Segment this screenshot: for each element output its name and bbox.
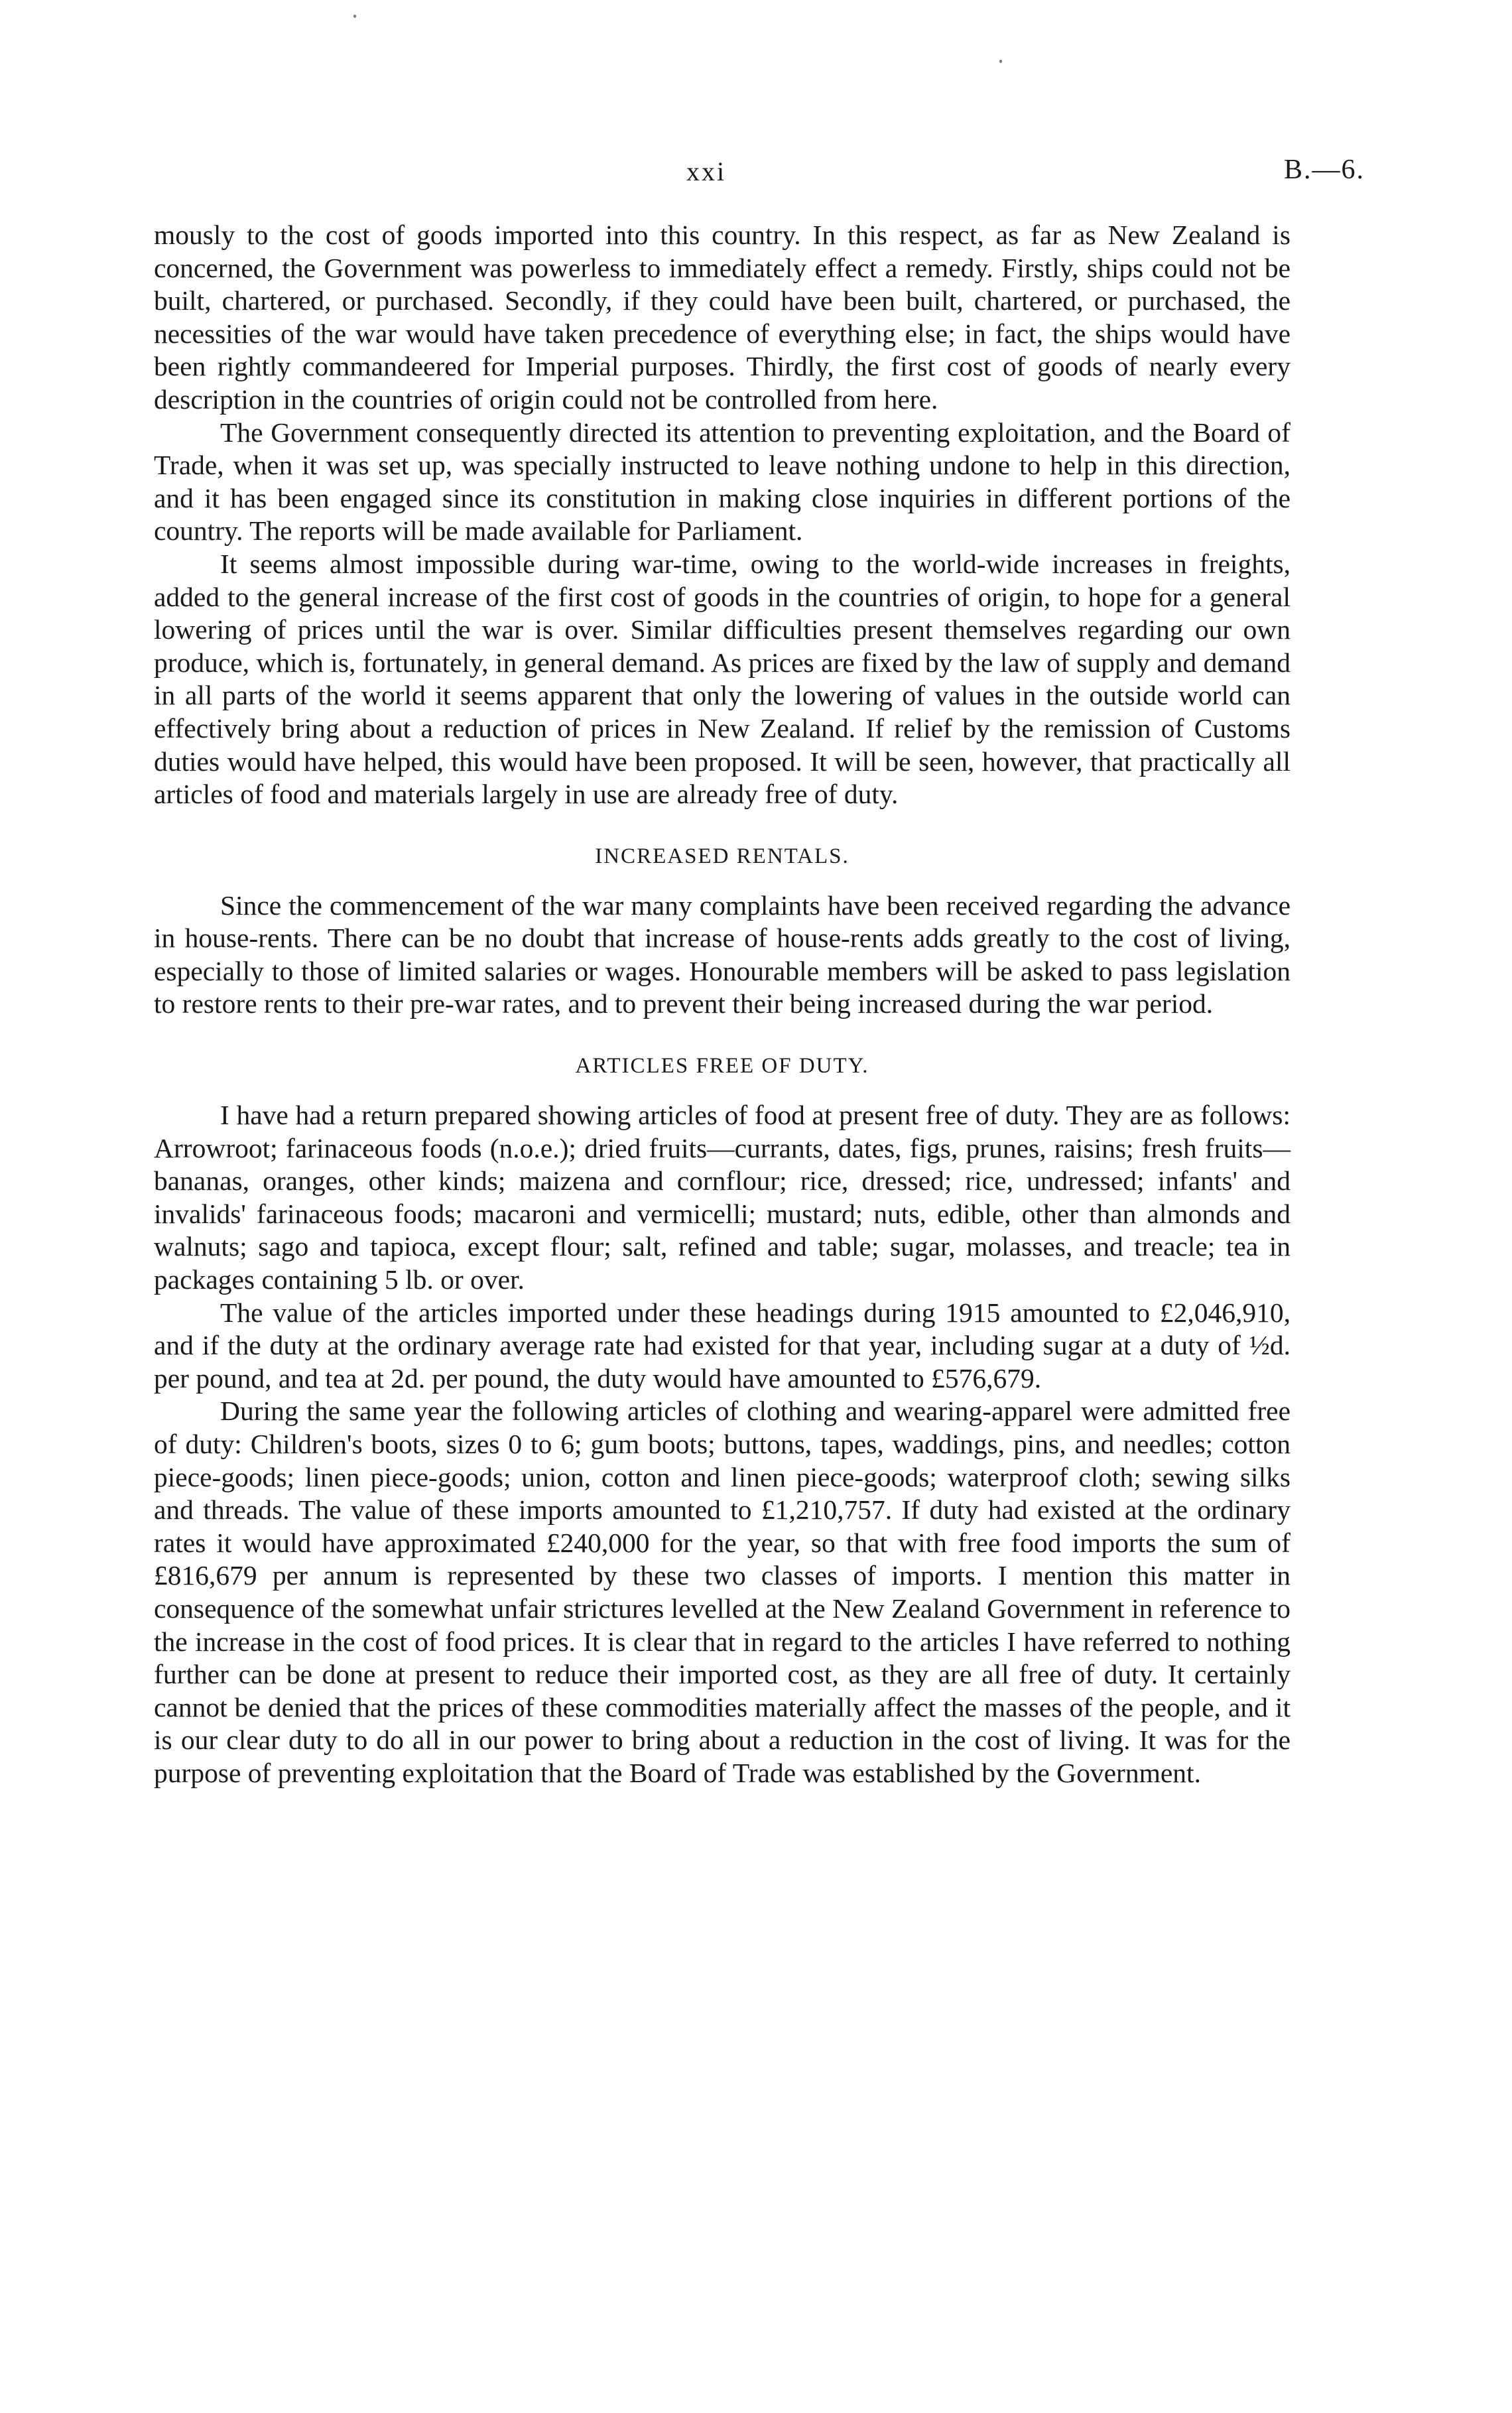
paragraph: The value of the articles imported under these headings during 1915 amounted to £2,046,910, and if the duty at the ordinary average rate had existed for that year, including sugar at a duty of ½d. per pound, and tea at 2d. per pound, the duty would have amounted to £576,679. — [154, 1297, 1291, 1394]
paragraph: During the same year the following articles of clothing and wearing-apparel were admitted free of duty: Children's boots, sizes 0 to 6; gum boots; buttons, tapes, waddings, pins, and needles; cotton piece-goods; linen piece-goods; union, cotton and linen piece-goods; waterproof cloth; sewing silks and threads. The value of these imports amounted to £1,210,757. If duty had existed at the ordinary rates it would have approximated £240,000 for the year, so that with free food imports the sum of £816,679 per annum is represented by these two classes of imports. I mention this matter in consequence of the somewhat unfair strictures levelled at the New Zealand Government in reference to the increase in the cost of food prices. It is clear that in regard to the articles I have referred to nothing further can be done at present to reduce their imported cost, as they are all free of duty. It certainly cannot be denied that the prices of these commodities materially affect the masses of the people, and it is our clear duty to do all in our power to bring about a reduction in the cost of living. It was for the purpose of preventing exploitation that the Board of Trade was established by the Government. — [154, 1396, 1291, 1788]
scan-speck — [353, 15, 356, 18]
section-heading-articles-free-of-duty: ARTICLES FREE OF DUTY. — [575, 1054, 869, 1078]
paragraph: I have had a return prepared showing articles of food at present free of duty. They are as follows: Arrowroot; farinaceous foods (n.o.e.); dried fruits—currants, dates, figs, prunes, raisins; fresh fruits—bananas, oranges, other kinds; maizena and cornflour; rice, dressed; rice, undressed; infants' and invalids' farinaceous foods; macaroni and vermicelli; mustard; nuts, edible, other than almonds and walnuts; sago and tapioca, except flour; salt, refined and table; sugar, molasses, and treacle; tea in packages containing 5 lb. or over. — [154, 1100, 1291, 1295]
paragraph: Since the commencement of the war many complaints have been received regarding the advance in house-rents. There can be no doubt that increase of house-rents adds greatly to the cost of living, especially to those of limited salaries or wages. Honourable members will be asked to pass legislation to restore rents to their pre-war rates, and to prevent their being increased during the war period. — [154, 889, 1291, 1019]
scan-speck — [999, 60, 1002, 63]
paragraph: The Government consequently directed its attention to preventing exploitation, and the Board of Trade, when it was set up, was specially instructed to leave nothing undone to help in this direction, and it has been engaged since its constitution in making close inquiries in different portions of the country. The reports will be made available for Parliament. — [154, 417, 1291, 547]
paragraph: It seems almost impossible during war-time, owing to the world-wide increases in freights, added to the general increase of the first cost of goods in the countries of origin, to hope for a general lowering of prices until the war is over. Similar difficulties present themselves regarding our own produce, which is, fortunately, in general demand. As prices are fixed by the law of supply and demand in all parts of the world it seems apparent that only the lowering of values in the outside world can effectively bring about a reduction of prices in New Zealand. If relief by the remission of Customs duties would have helped, this would have been proposed. It will be seen, however, that practically all articles of food and materials largely in use are already free of duty. — [154, 548, 1291, 810]
page-body — [154, 219, 1291, 1790]
section-heading-increased-rentals: INCREASED RENTALS. — [595, 844, 850, 868]
paragraph-continued: mously to the cost of goods imported into this country. In this respect, as far as New Zealand is concerned, the Government was powerless to immediately effect a remedy. Firstly, ships could not be built, chartered, or purchased. Secondly, if they could have been built, chartered, or purchased, the necessities of the war would have taken precedence of everything else; in fact, the ships would have been rightly commandeered for Imperial purposes. Thirdly, the first cost of goods of nearly every description in the countries of origin could not be controlled from here. — [154, 220, 1291, 415]
document-reference: B.—6. — [1283, 155, 1365, 185]
page-number: xxi — [686, 157, 727, 186]
